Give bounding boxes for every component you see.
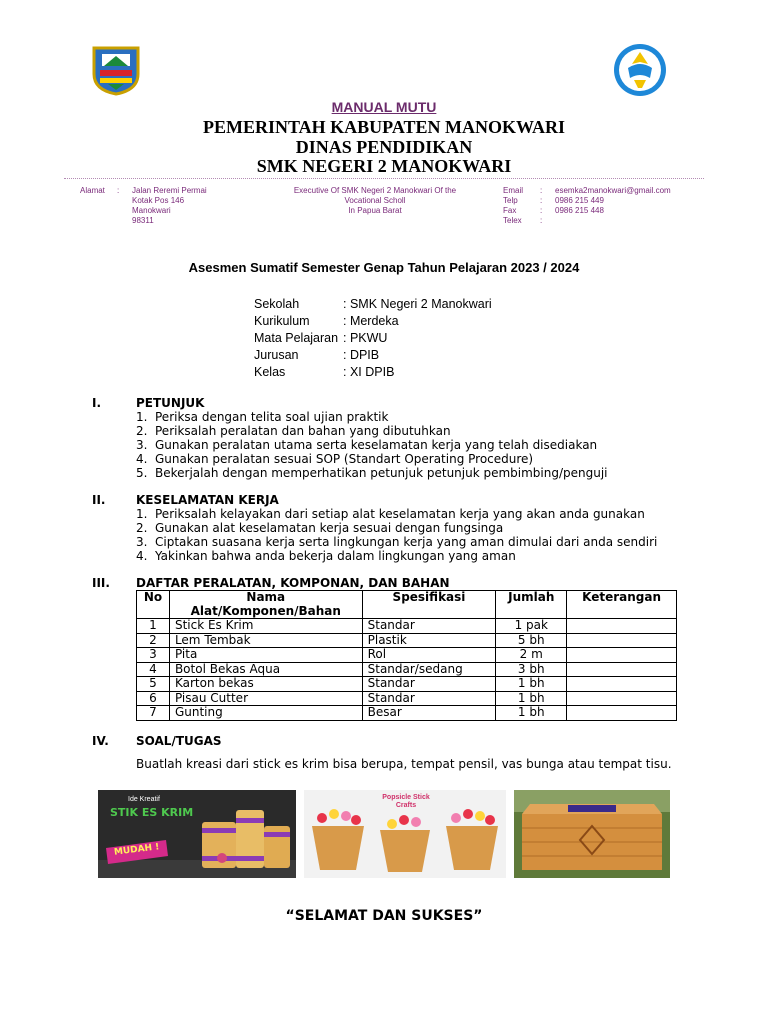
list-item: 3. Gunakan peralatan utama serta keselamatan kerja yang telah disediakan xyxy=(136,438,598,452)
manual-mutu-label: MANUAL MUTU xyxy=(331,99,437,115)
closing-message: “SELAMAT DAN SUKSES” xyxy=(285,908,483,924)
assessment-info: Sekolah : SMK Negeri 2 Manokwari Kurikulum : Merdeka Mata Pelajaran : PKWU Jurusan : DPIB Kelas : XI DPIB xyxy=(254,297,492,379)
section-instructions-heading: I. PETUNJUK xyxy=(92,396,205,410)
header-line-government: PEMERINTAH KABUPATEN MANOKWARI xyxy=(202,117,565,137)
example-image-flower-vases xyxy=(304,790,506,878)
assessment-title: Asesmen Sumatif Semester Genap Tahun Pelajaran 2023 / 2024 xyxy=(188,260,580,275)
task-description: Buatlah kreasi dari stick es krim bisa berupa, tempat pensil, vas bunga atau tempat tisu. xyxy=(136,757,672,771)
materials-table xyxy=(136,590,677,721)
table-header-row xyxy=(137,591,677,619)
school-description: Executive Of SMK Negeri 2 Manokwari Of the Vocational Scholl In Papua Barat xyxy=(293,186,457,215)
table-row: 5 Karton bekas Standar 1 bh xyxy=(137,677,677,692)
image-caption-title: STIK ES KRIM xyxy=(110,806,194,819)
table-row: 3 Pita Rol 2 m xyxy=(137,648,677,663)
list-item: 4. Gunakan peralatan sesuai SOP (Standart Operating Procedure) xyxy=(136,452,534,466)
section-task-heading: IV. SOAL/TUGAS xyxy=(92,734,222,748)
address-colon: : xyxy=(117,186,120,195)
list-item: 3. Ciptakan suasana kerja serta lingkungan kerja yang aman dimulai dari anda sendiri xyxy=(136,535,658,549)
image-caption-small: Ide Kreatif xyxy=(128,796,160,803)
address-lines: Jalan Reremi Permai Kotak Pos 146 Manokwari 98311 xyxy=(132,186,207,225)
table-row: 2 Lem Tembak Plastik 5 bh xyxy=(137,633,677,648)
section-materials-heading: III. DAFTAR PERALATAN, KOMPONAN, DAN BAHAN xyxy=(92,576,450,590)
example-image-pencil-holders xyxy=(98,790,296,878)
table-row: 4 Botol Bekas Aqua Standar/sedang 3 bh xyxy=(137,662,677,677)
list-item: 2. Gunakan alat keselamatan kerja sesuai dengan fungsinga xyxy=(136,521,504,535)
contact-values: esemka2manokwari@gmail.com 0986 215 449 0986 215 448 xyxy=(555,186,671,215)
list-item: 5. Bekerjalah dengan memperhatikan petunjuk petunjuk pembimbing/penguji xyxy=(136,466,608,480)
contact-labels: Email Telp Fax Telex xyxy=(503,186,524,225)
column-header-qty: Jumlah xyxy=(496,591,567,619)
table-row: 6 Pisau Cutter Standar 1 bh xyxy=(137,691,677,706)
list-item: 1. Periksalah kelayakan dari setiap alat keselamatan kerja yang akan anda gunakan xyxy=(136,507,645,521)
image-badge: MUDAH ! xyxy=(113,842,160,858)
header-divider xyxy=(64,178,704,179)
tut-wuri-handayani-logo xyxy=(612,42,668,98)
contact-colons: : : : : xyxy=(540,186,543,225)
example-image-tissue-box xyxy=(514,790,670,878)
list-item: 2. Periksalah peralatan dan bahan yang dibutuhkan xyxy=(136,424,451,438)
safety-list xyxy=(136,507,657,563)
table-row: 7 Gunting Besar 1 bh xyxy=(137,706,677,721)
column-header-name: Nama Alat/Komponen/Bahan xyxy=(169,591,362,619)
regency-logo xyxy=(90,44,142,96)
instructions-list xyxy=(136,410,608,480)
table-row: 1 Stick Es Krim Standar 1 pak xyxy=(137,619,677,634)
column-header-notes: Keterangan xyxy=(567,591,677,619)
address-label: Alamat xyxy=(80,186,105,195)
image-caption-crafts: Popsicle Stick Crafts xyxy=(382,794,430,809)
list-item: 4. Yakinkan bahwa anda bekerja dalam lingkungan yang aman xyxy=(136,549,516,563)
column-header-spec: Spesifikasi xyxy=(362,591,496,619)
column-header-no: No xyxy=(137,591,170,619)
list-item: 1. Periksa dengan telita soal ujian praktik xyxy=(136,410,389,424)
header-line-office: DINAS PENDIDIKAN xyxy=(295,137,473,157)
section-safety-heading: II. KESELAMATAN KERJA xyxy=(92,493,279,507)
header-line-school: SMK NEGERI 2 MANOKWARI xyxy=(256,156,512,176)
